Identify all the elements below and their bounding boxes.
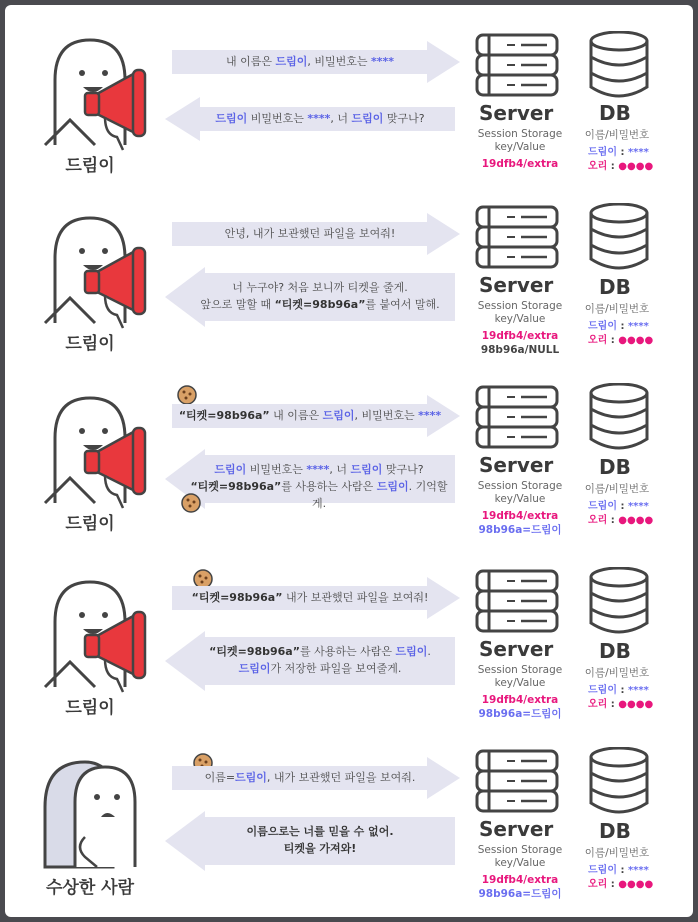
db-record-2: 오리 : ●●●● xyxy=(588,515,654,526)
request-text: “티켓=98b96a” 내 이름은 드림이, 비밀번호는 **** xyxy=(178,409,442,422)
request-text: 이름=드림이, 내가 보관했던 파일을 보여줘. xyxy=(204,771,416,784)
diagram-card xyxy=(5,5,693,917)
response-text: 이름으로는 너를 믿을 수 없어. 티켓을 가져와! xyxy=(246,825,394,855)
step-2 xyxy=(5,183,693,363)
step-5 xyxy=(5,727,693,907)
server-icon xyxy=(475,569,561,635)
response-text: “티켓=98b96a”를 사용하는 사람은 드림이. 드림이가 저장한 파일을 보여줄게. xyxy=(209,645,431,675)
person-label: 드림이 xyxy=(65,514,115,534)
db-icon xyxy=(589,31,651,101)
person-label: 드림이 xyxy=(65,334,115,354)
person-label: 드림이 xyxy=(65,156,115,176)
db-record-1: 드림이 : **** xyxy=(588,865,649,876)
server-title: Server xyxy=(479,817,554,841)
server-icon xyxy=(475,205,561,271)
request-text: “티켓=98b96a” 내가 보관했던 파일을 보여줘! xyxy=(191,591,429,604)
request-text: 내 이름은 드림이, 비밀번호는 **** xyxy=(225,55,395,68)
db-icon xyxy=(589,747,651,817)
session-entry-1: 19dfb4/extra xyxy=(481,694,559,706)
db-record-2: 오리 : ●●●● xyxy=(588,879,654,890)
server-subtitle: Session Storage key/Value xyxy=(477,300,563,325)
db-title: DB xyxy=(599,455,631,479)
cookie-icon xyxy=(181,493,201,513)
step-3 xyxy=(5,363,693,543)
step-4 xyxy=(5,547,693,727)
db-subtitle: 이름/비밀번호 xyxy=(584,847,650,859)
session-entry-2: 98b96a=드림이 xyxy=(478,888,562,900)
server-title: Server xyxy=(479,453,554,477)
db-subtitle: 이름/비밀번호 xyxy=(584,129,650,141)
server-subtitle: Session Storage key/Value xyxy=(477,664,563,689)
response-text: 드림이 비밀번호는 ****, 너 드림이 맞구나? xyxy=(215,112,425,125)
db-record-2: 오리 : ●●●● xyxy=(588,161,654,172)
db-title: DB xyxy=(599,819,631,843)
server-icon xyxy=(475,749,561,815)
db-icon xyxy=(589,383,651,453)
server-subtitle: Session Storage key/Value xyxy=(477,480,563,505)
session-entry-2: 98b96a=드림이 xyxy=(478,524,562,536)
db-subtitle: 이름/비밀번호 xyxy=(584,303,650,315)
server-title: Server xyxy=(479,273,554,297)
server-title: Server xyxy=(479,637,554,661)
db-title: DB xyxy=(599,101,631,125)
session-entry-1: 19dfb4/extra xyxy=(481,510,559,522)
server-subtitle: Session Storage key/Value xyxy=(477,844,563,869)
session-entry-1: 19dfb4/extra xyxy=(481,158,559,170)
db-record-1: 드림이 : **** xyxy=(588,321,649,332)
db-icon xyxy=(589,567,651,637)
session-entry-1: 19dfb4/extra xyxy=(481,874,559,886)
person-label: 드림이 xyxy=(65,698,115,718)
server-icon xyxy=(475,33,561,99)
server-subtitle: Session Storage key/Value xyxy=(477,128,563,153)
request-text: 안녕, 내가 보관했던 파일을 보여줘! xyxy=(224,227,396,240)
db-subtitle: 이름/비밀번호 xyxy=(584,667,650,679)
session-entry-1: 19dfb4/extra xyxy=(481,330,559,342)
db-title: DB xyxy=(599,639,631,663)
server-icon xyxy=(475,385,561,451)
response-text: 드림이 비밀번호는 ****, 너 드림이 맞구나? “티켓=98b96a”를 사용하는 사람은 드림이. 기억할게. xyxy=(190,463,448,510)
db-icon xyxy=(589,203,651,273)
db-record-2: 오리 : ●●●● xyxy=(588,699,654,710)
db-title: DB xyxy=(599,275,631,299)
db-record-1: 드림이 : **** xyxy=(588,147,649,158)
person-label: 수상한 사람 xyxy=(45,878,135,898)
response-text: 너 누구야? 처음 보니까 티켓을 줄게. 앞으로 말할 때 “티켓=98b96a”를 붙여서 말해. xyxy=(200,281,440,311)
db-subtitle: 이름/비밀번호 xyxy=(584,483,650,495)
server-title: Server xyxy=(479,101,554,125)
db-record-1: 드림이 : **** xyxy=(588,501,649,512)
step-1 xyxy=(5,5,693,185)
db-record-1: 드림이 : **** xyxy=(588,685,649,696)
db-record-2: 오리 : ●●●● xyxy=(588,335,654,346)
session-entry-2: 98b96a=드림이 xyxy=(478,708,562,720)
session-entry-2: 98b96a/NULL xyxy=(480,344,560,356)
